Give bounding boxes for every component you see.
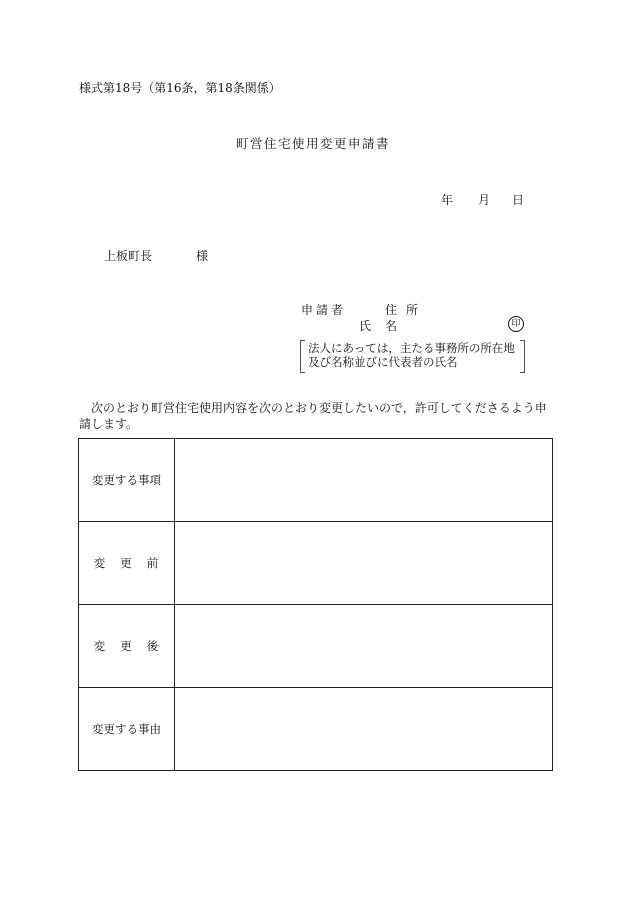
- row-label-before-change: 変更前: [79, 522, 175, 605]
- row-value-before-change[interactable]: [175, 522, 553, 605]
- row-value-change-item[interactable]: [175, 439, 553, 522]
- seal-mark: 印: [508, 316, 524, 332]
- document-title: 町営住宅使用変更申請書: [236, 136, 391, 151]
- addressee-honorific: 様: [196, 249, 209, 263]
- corporate-note-line-1: 法人にあっては，主たる事務所の所在地: [308, 341, 515, 355]
- table-row: [79, 688, 553, 771]
- address-label: 住所: [385, 303, 428, 317]
- row-label-change-item: 変更する事項: [79, 439, 175, 522]
- date-month-label: 月: [478, 193, 491, 207]
- addressee-name: 上板町長: [104, 249, 153, 263]
- row-label-after-change: 変更後: [79, 605, 175, 688]
- request-body-text: 次のとおり町営住宅使用内容を次のとおり変更したいので，許可してくださるよう申請します。: [79, 401, 547, 431]
- note-bracket-right: [520, 340, 525, 373]
- table-row: [79, 522, 553, 605]
- corporate-note-line-2: 及び名称並びに代表者の氏名: [308, 355, 458, 369]
- name-label: 氏名: [359, 319, 412, 333]
- date-day-label: 日: [512, 193, 525, 207]
- row-value-change-reason[interactable]: [175, 688, 553, 771]
- date-year-label: 年: [441, 193, 454, 207]
- note-bracket-left: [300, 340, 305, 373]
- change-details-table: [78, 438, 553, 771]
- table-row: [79, 605, 553, 688]
- row-label-change-reason: 変更する事由: [79, 688, 175, 771]
- table-row: [79, 439, 553, 522]
- row-value-after-change[interactable]: [175, 605, 553, 688]
- applicant-label: 申請者: [301, 303, 347, 317]
- form-number: 様式第18号（第16条，第18条関係）: [79, 81, 281, 95]
